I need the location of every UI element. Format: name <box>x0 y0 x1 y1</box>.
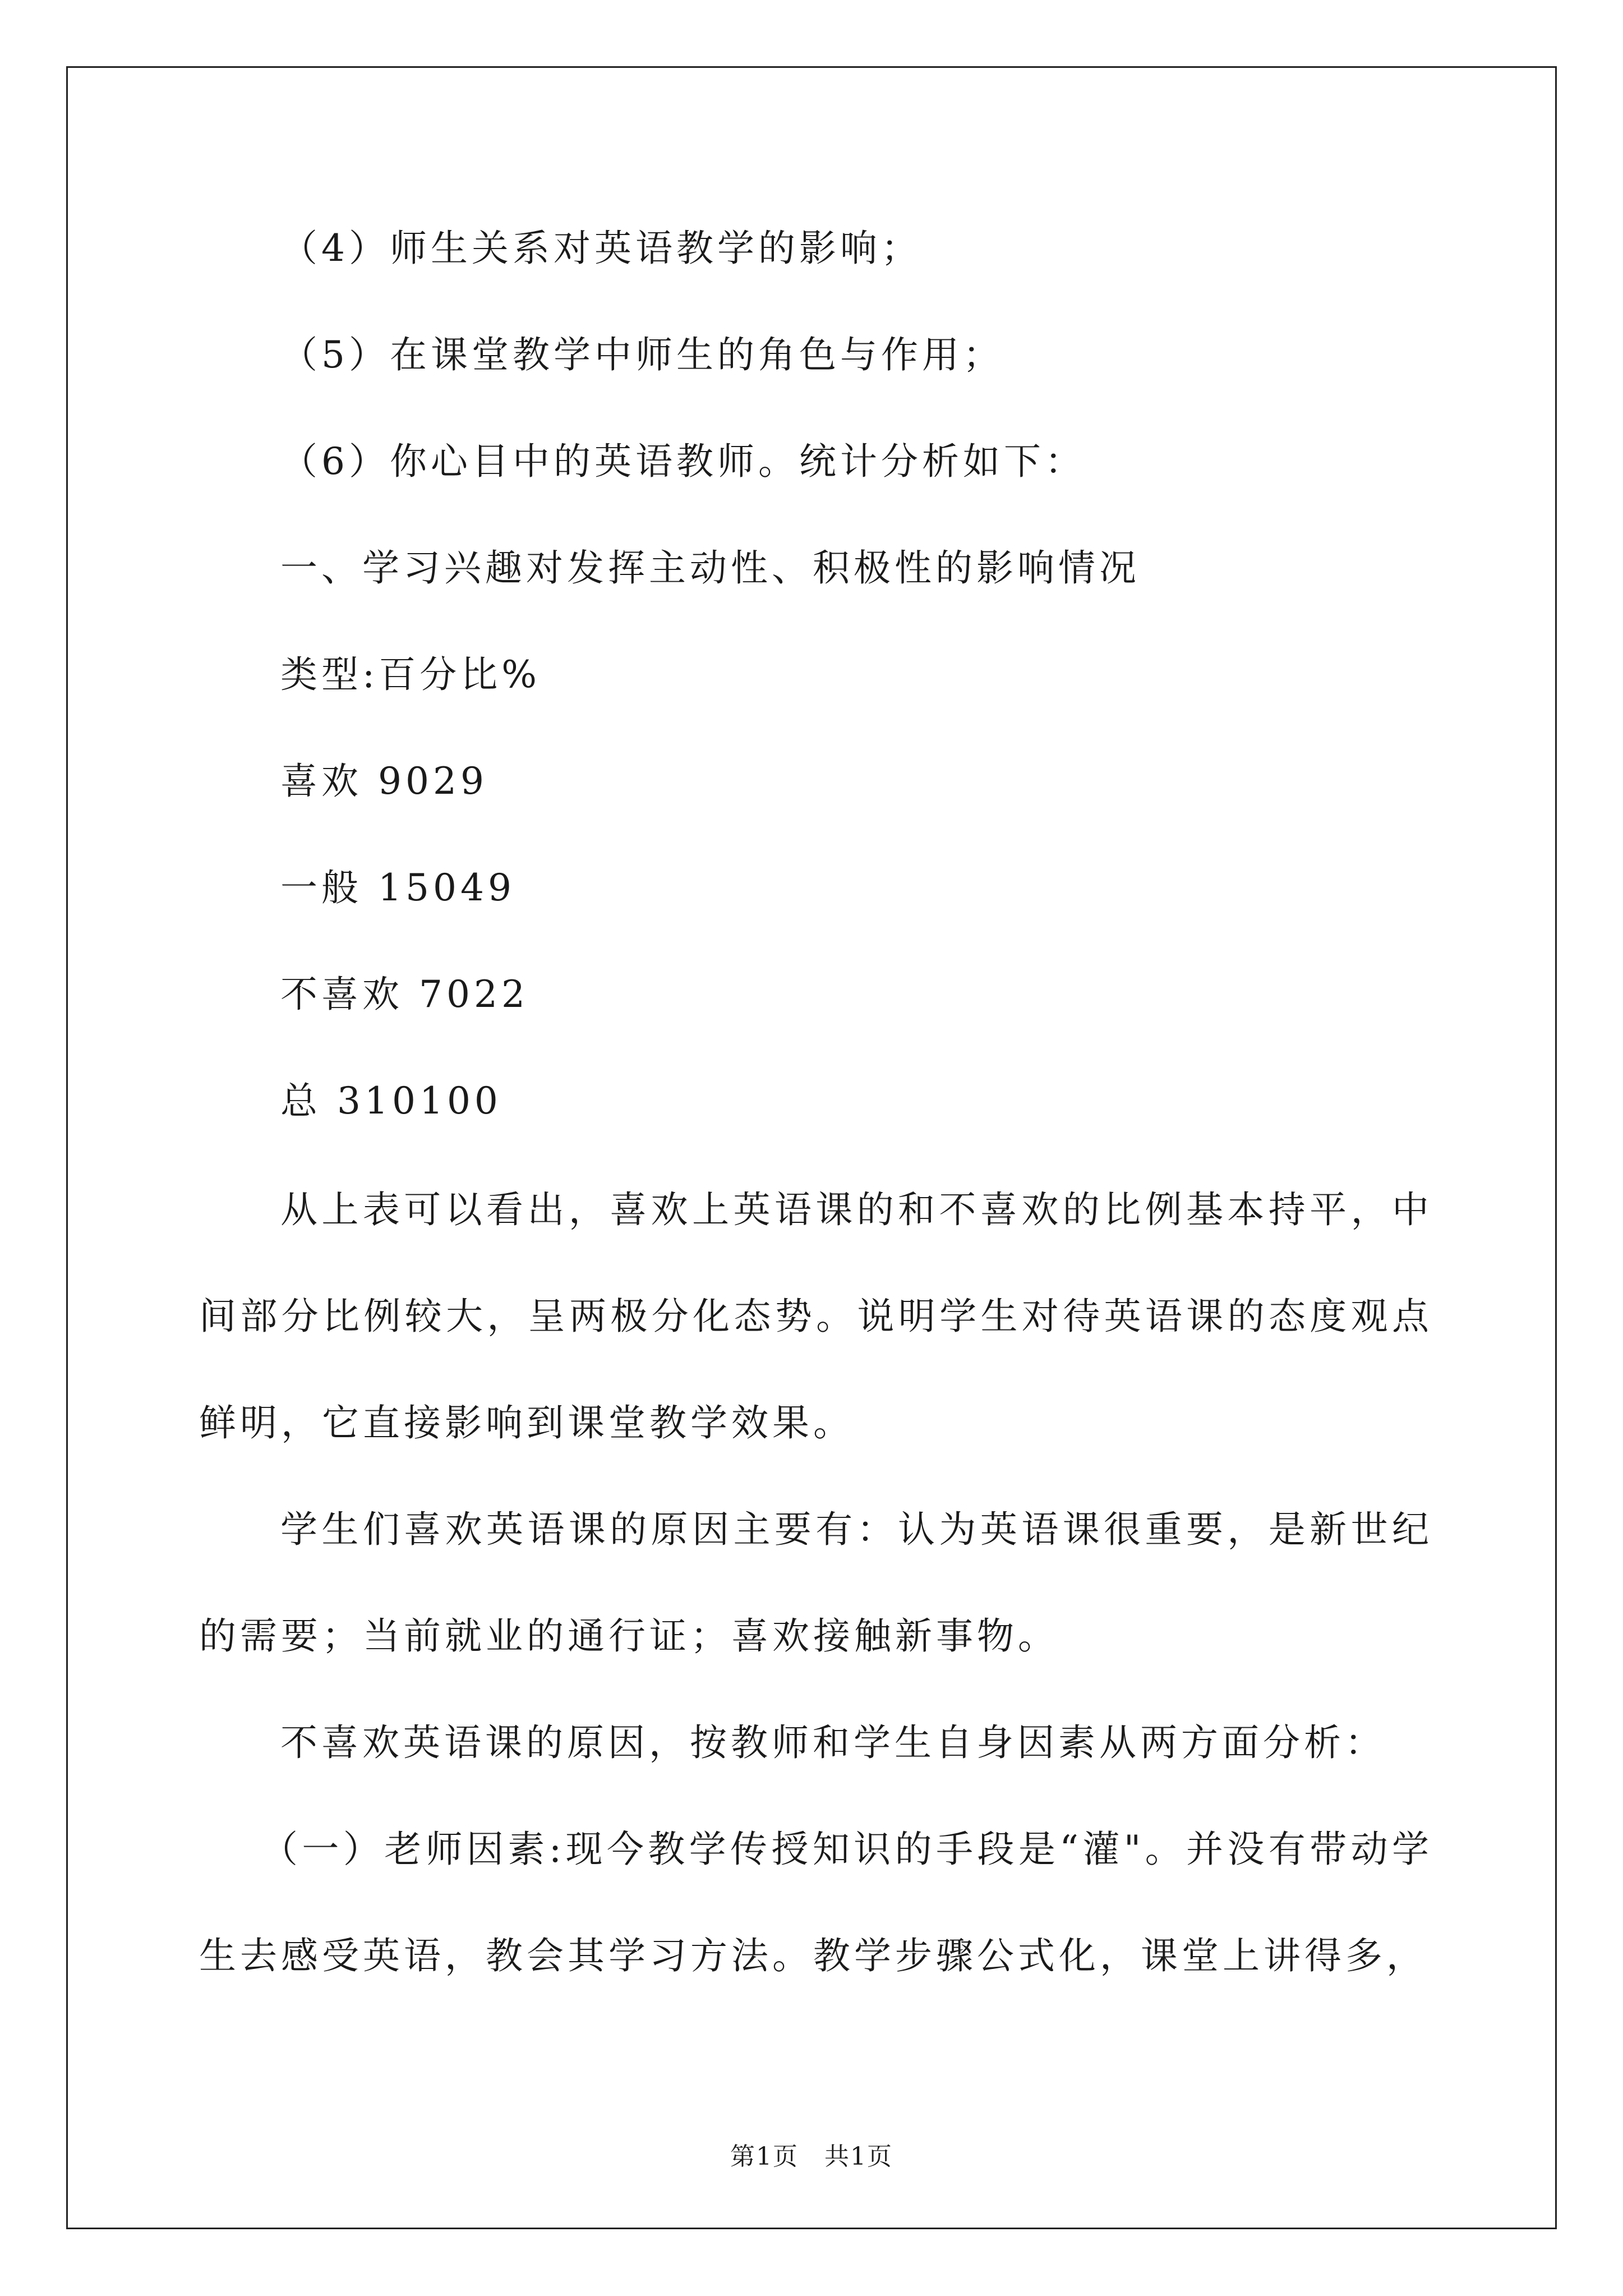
list-item-5: （5）在课堂教学中师生的角色与作用； <box>280 333 1004 376</box>
table-header: 类型:百分比% <box>280 653 541 696</box>
list-item-6: （6）你心目中的英语教师。统计分析如下： <box>280 440 1086 483</box>
paragraph-teacher-factor: （一）老师因素:现今教学传授知识的手段是“灌"。并没有带动学生去感受英语，教会其学习方法。教学步骤公式化，课堂上讲得多， <box>199 1828 1433 1977</box>
table-row-neutral: 一般 15049 <box>280 866 515 909</box>
paragraph-reasons-dislike: 不喜欢英语课的原因，按教师和学生自身因素从两方面分析： <box>280 1721 1386 1764</box>
table-row-dislike: 不喜欢 7022 <box>280 973 529 1016</box>
page-number: 第1页 共1页 <box>730 2142 893 2171</box>
paragraph-reasons-like: 学生们喜欢英语课的原因主要有：认为英语课很重要，是新世纪的需要；当前就业的通行证；喜欢接触新事物。 <box>199 1508 1433 1658</box>
table-row-total: 总 310100 <box>280 1079 502 1122</box>
table-row-like: 喜欢 9029 <box>280 760 488 803</box>
section-heading: 一、学习兴趣对发挥主动性、积极性的影响情况 <box>280 546 1140 590</box>
list-item-4: （4）师生关系对英语教学的影响； <box>280 227 922 270</box>
paragraph-analysis: 从上表可以看出，喜欢上英语课的和不喜欢的比例基本持平，中间部分比例较大，呈两极分化态势。说明学生对待英语课的态度观点鲜明，它直接影响到课堂教学效果。 <box>199 1188 1433 1444</box>
